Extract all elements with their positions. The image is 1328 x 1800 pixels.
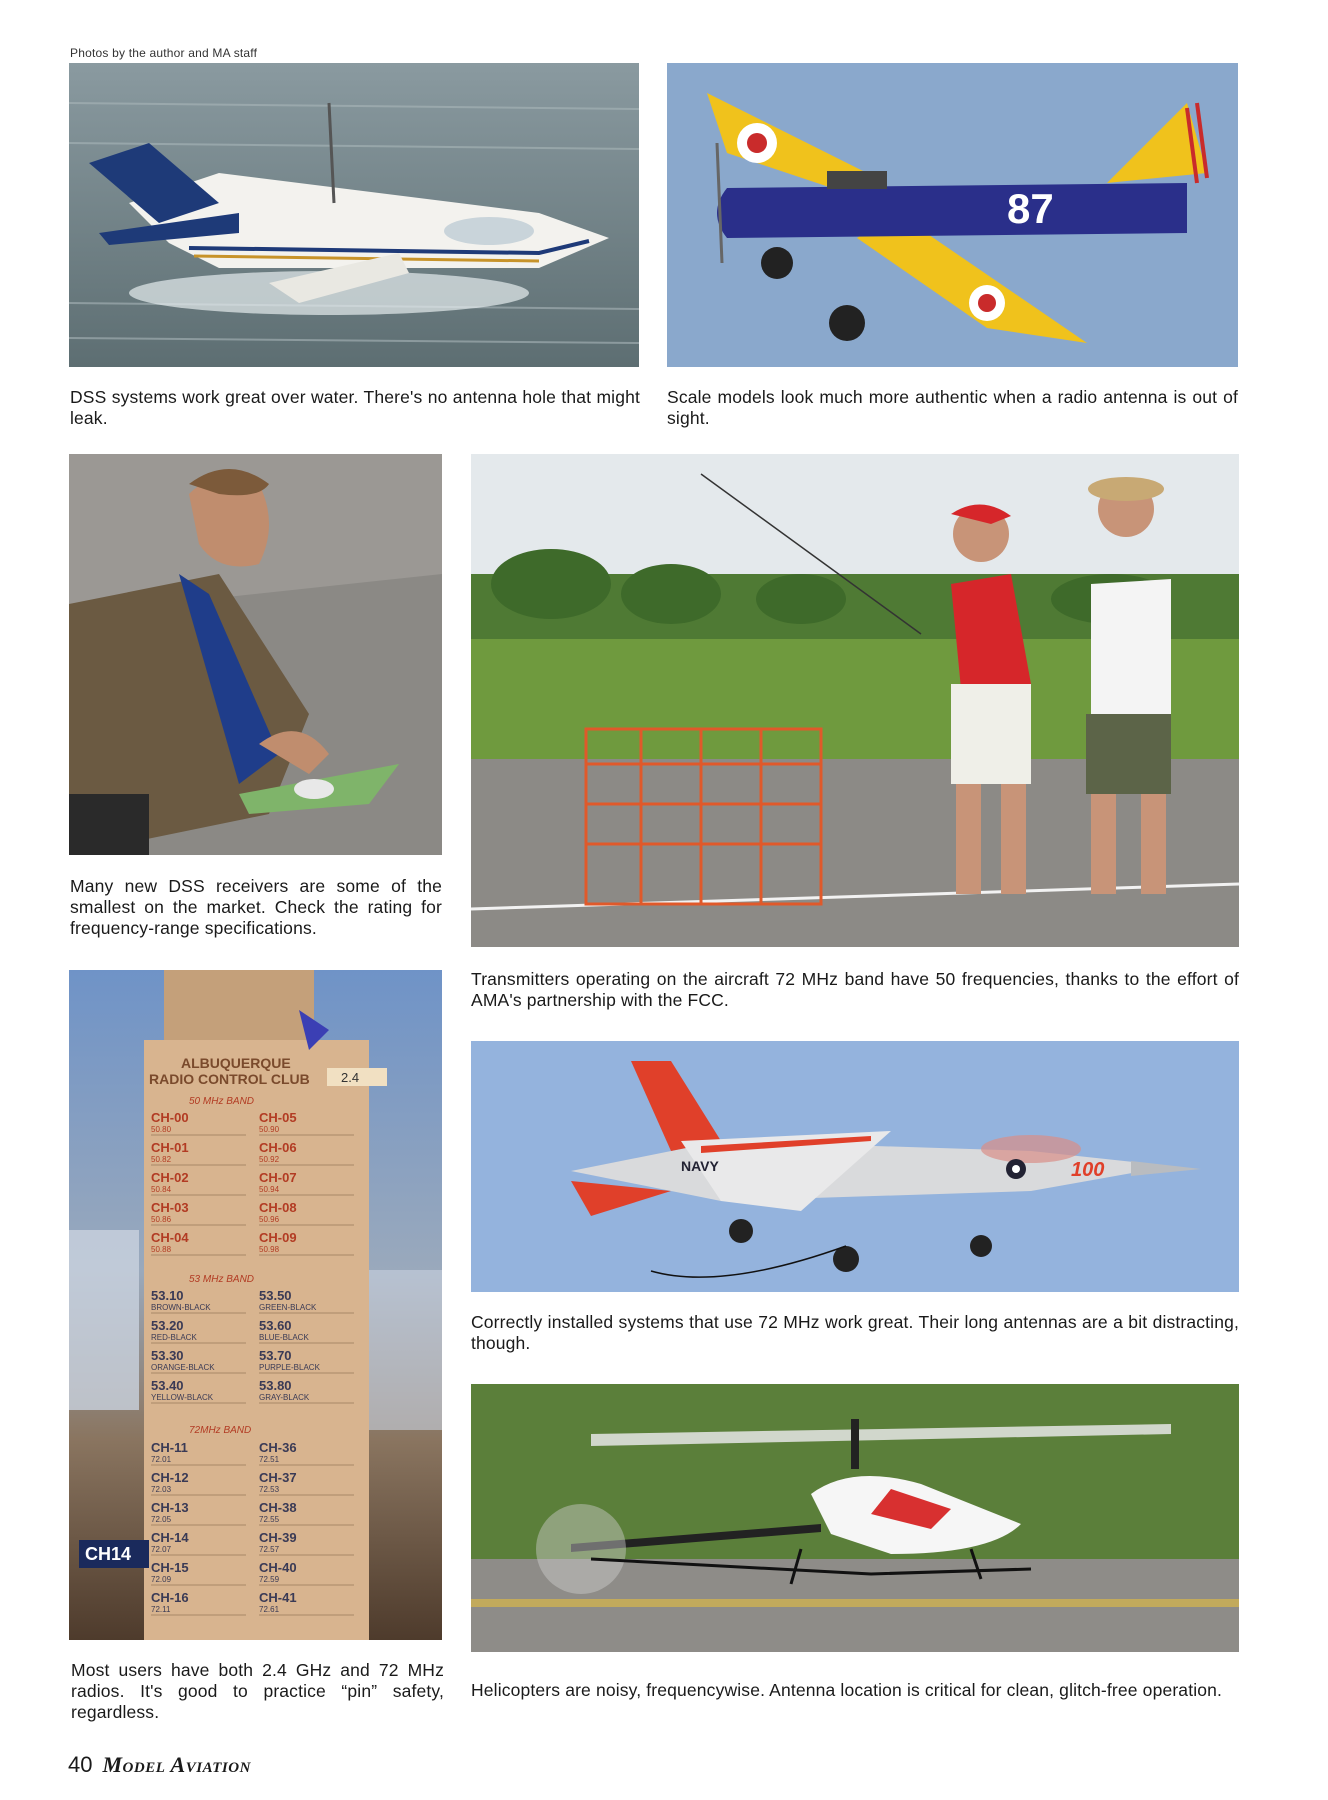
board-channel-frequency: 72.51 [259, 1455, 280, 1464]
board-channel-frequency: 72.59 [259, 1575, 280, 1584]
board-channel-frequency: 72.57 [259, 1545, 280, 1554]
board-channel-label: CH-36 [259, 1440, 297, 1455]
board-channel-frequency: 50.90 [259, 1125, 280, 1134]
board-channel-label: CH-04 [151, 1230, 189, 1245]
board-channel-label: CH-12 [151, 1470, 189, 1485]
board-channel-frequency: 72.05 [151, 1515, 172, 1524]
board-channel-label: CH-40 [259, 1560, 297, 1575]
photo-scale-plane [667, 63, 1238, 367]
board-channel-frequency: 50.88 [151, 1245, 172, 1254]
board-channel-frequency: RED-BLACK [151, 1333, 197, 1342]
board-channel-frequency: 72.09 [151, 1575, 172, 1584]
board-channel-label: 53.30 [151, 1348, 184, 1363]
board-title-2: RADIO CONTROL CLUB [149, 1071, 310, 1087]
board-channel-label: CH-00 [151, 1110, 189, 1125]
board-channel-label: 53.60 [259, 1318, 292, 1333]
board-channel-frequency: 72.11 [151, 1605, 171, 1614]
board-channel-frequency: 50.94 [259, 1185, 280, 1194]
board-channel-label: CH-02 [151, 1170, 189, 1185]
board-channel-label: CH-09 [259, 1230, 297, 1245]
jet-number: 100 [1071, 1159, 1105, 1181]
board-channel-frequency: BLUE-BLACK [259, 1333, 309, 1342]
board-channel-label: CH-41 [259, 1590, 297, 1605]
board-channel-frequency: 72.07 [151, 1545, 172, 1554]
board-channel-frequency: 72.01 [151, 1455, 172, 1464]
board-channel-label: 53.20 [151, 1318, 184, 1333]
board-channel-frequency: YELLOW-BLACK [151, 1393, 214, 1402]
board-channel-label: 53.40 [151, 1378, 184, 1393]
board-channel-frequency: 50.82 [151, 1155, 172, 1164]
board-channel-label: CH-01 [151, 1140, 189, 1155]
board-channel-frequency: 72.61 [259, 1605, 280, 1614]
caption-scale-plane: Scale models look much more authentic when a radio antenna is out of sight. [667, 387, 1238, 428]
board-channel-frequency: PURPLE-BLACK [259, 1363, 320, 1372]
board-channel-frequency: 50.92 [259, 1155, 280, 1164]
board-channel-frequency: 50.86 [151, 1215, 172, 1224]
caption-jet: Correctly installed systems that use 72 MHz work great. Their long antennas are a bit distracting, though. [471, 1312, 1239, 1353]
board-channel-label: CH-05 [259, 1110, 297, 1125]
photo-credit: Photos by the author and MA staff [70, 46, 258, 60]
board-channel-label: CH-38 [259, 1500, 297, 1515]
board-pin-tag: 2.4 [341, 1070, 360, 1085]
board-channel-label: CH-15 [151, 1560, 189, 1575]
board-band-72: 72MHz BAND [189, 1425, 252, 1436]
board-channel-frequency: 72.55 [259, 1515, 280, 1524]
board-channel-frequency: ORANGE-BLACK [151, 1363, 215, 1372]
board-channel-frequency: GREEN-BLACK [259, 1303, 317, 1312]
board-band-53: 53 MHz BAND [189, 1274, 255, 1285]
photo-receiver-man [69, 454, 442, 855]
board-channel-frequency: BROWN-BLACK [151, 1303, 211, 1312]
board-ch14-tag: CH14 [85, 1544, 132, 1564]
board-channel-label: CH-07 [259, 1170, 297, 1185]
board-channel-frequency: 50.84 [151, 1185, 172, 1194]
caption-frequency-board: Most users have both 2.4 GHz and 72 MHz radios. It's good to practice “pin” safety, regardless. [71, 1660, 444, 1722]
board-channel-frequency: 50.80 [151, 1125, 172, 1134]
board-channel-label: 53.70 [259, 1348, 292, 1363]
jet-navy-text: NAVY [681, 1158, 719, 1174]
magazine-logo: Model Aviation [102, 1752, 251, 1777]
board-title-1: ALBUQUERQUE [181, 1055, 291, 1071]
scale-plane-number: 87 [1007, 185, 1054, 232]
photo-seaplane [69, 63, 639, 367]
board-channel-frequency: 50.98 [259, 1245, 280, 1254]
board-channel-label: CH-03 [151, 1200, 189, 1215]
board-channel-label: CH-06 [259, 1140, 297, 1155]
photo-pilots [471, 454, 1239, 947]
board-channel-label: CH-14 [151, 1530, 189, 1545]
caption-helicopter: Helicopters are noisy, frequencywise. Antenna location is critical for clean, glitch-free operation. [471, 1680, 1223, 1700]
board-channel-label: CH-08 [259, 1200, 297, 1215]
board-channel-label: 53.80 [259, 1378, 292, 1393]
board-channel-frequency: 50.96 [259, 1215, 280, 1224]
board-channel-label: 53.50 [259, 1288, 292, 1303]
board-channel-label: 53.10 [151, 1288, 184, 1303]
board-channel-label: CH-39 [259, 1530, 297, 1545]
board-channel-label: CH-13 [151, 1500, 189, 1515]
board-band-50: 50 MHz BAND [189, 1096, 255, 1107]
board-channel-frequency: 72.03 [151, 1485, 172, 1494]
caption-seaplane: DSS systems work great over water. There's no antenna hole that might leak. [70, 387, 640, 428]
photo-jet [471, 1041, 1239, 1292]
photo-helicopter [471, 1384, 1239, 1652]
caption-pilots: Transmitters operating on the aircraft 72 MHz band have 50 frequencies, thanks to the effort of AMA's partnership with the FCC. [471, 969, 1239, 1010]
board-channel-label: CH-16 [151, 1590, 189, 1605]
page-number: 40 [68, 1752, 93, 1777]
page-footer [68, 1752, 251, 1778]
board-channel-frequency: GRAY-BLACK [259, 1393, 310, 1402]
caption-receiver-man: Many new DSS receivers are some of the smallest on the market. Check the rating for frequency-range specifications. [70, 876, 442, 938]
photo-frequency-board [69, 970, 442, 1640]
board-channel-frequency: 72.53 [259, 1485, 280, 1494]
board-channel-label: CH-37 [259, 1470, 297, 1485]
board-channel-label: CH-11 [151, 1440, 188, 1455]
